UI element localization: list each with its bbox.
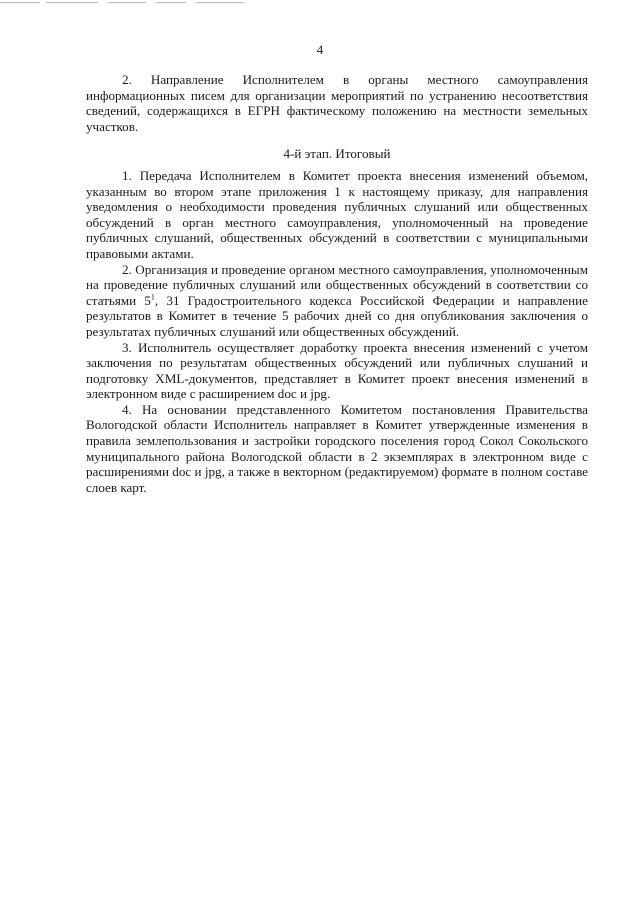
paragraph-stage3-item2: 2. Направление Исполнителем в органы местного самоуправления информационных писем для организации мероприятий по устранению несоответствия сведений, содержащихся в ЕГРН фактическому положению на местности земельных участков.: [86, 72, 588, 134]
page-number: 4: [316, 42, 324, 57]
paragraph-stage4-item2-text-start: 2. Организация и проведение органом местного самоуправления, уполномоченным на проведение публичных слушаний или общественных обсуждений в соответствии со статьями 5: [86, 261, 588, 308]
paragraph-stage4-item3: 3. Исполнитель осуществляет доработку проекта внесения изменений с учетом заключения по результатам общественных обсуждений или публичных слушаний и подготовку XML-документов, представляет в Комитет проект внесения изменений в электронном виде с расширением doc и jpg.: [86, 339, 588, 402]
paragraph-stage4-item1: 1. Передача Исполнителем в Комитет проекта внесения изменений объемом, указанным во втором этапе приложения 1 к настоящему приказу, для направления уведомления о необходимости проведения публичных слушаний или общественных обсуждений в орган местного самоуправления, уполномоченный на проведение публичных слушаний, общественных обсуждений в соответствии с муниципальными правовыми актами.: [86, 167, 588, 261]
paragraph-stage4-item2: [86, 262, 588, 340]
scan-edge-marks: [0, 2, 260, 8]
article-superscript: 1: [150, 292, 155, 302]
paragraph-stage4-item4: 4. На основании представленного Комитетом постановления Правительства Вологодской области Исполнитель направляет в Комитет утвержденные изменения в правила землепользования и застройки городского поселения город Сокол Сокольского муниципального района Вологодской области в 2 экземплярах в электронном виде с расширениями doc и jpg, а также в векторном (редактируемом) формате в полном составе слоев карт.: [86, 401, 588, 495]
stage4-heading: 4-й этап. Итоговый: [283, 146, 391, 162]
paragraph-stage4-item2-text-end: , 31 Градостроительного кодекса Российской Федерации и направление результатов в Комитет в течение 5 рабочих дней со дня опубликования заключения о результатах публичных слушаний или общественных обсуждений.: [86, 292, 588, 339]
document-body: [86, 72, 588, 495]
